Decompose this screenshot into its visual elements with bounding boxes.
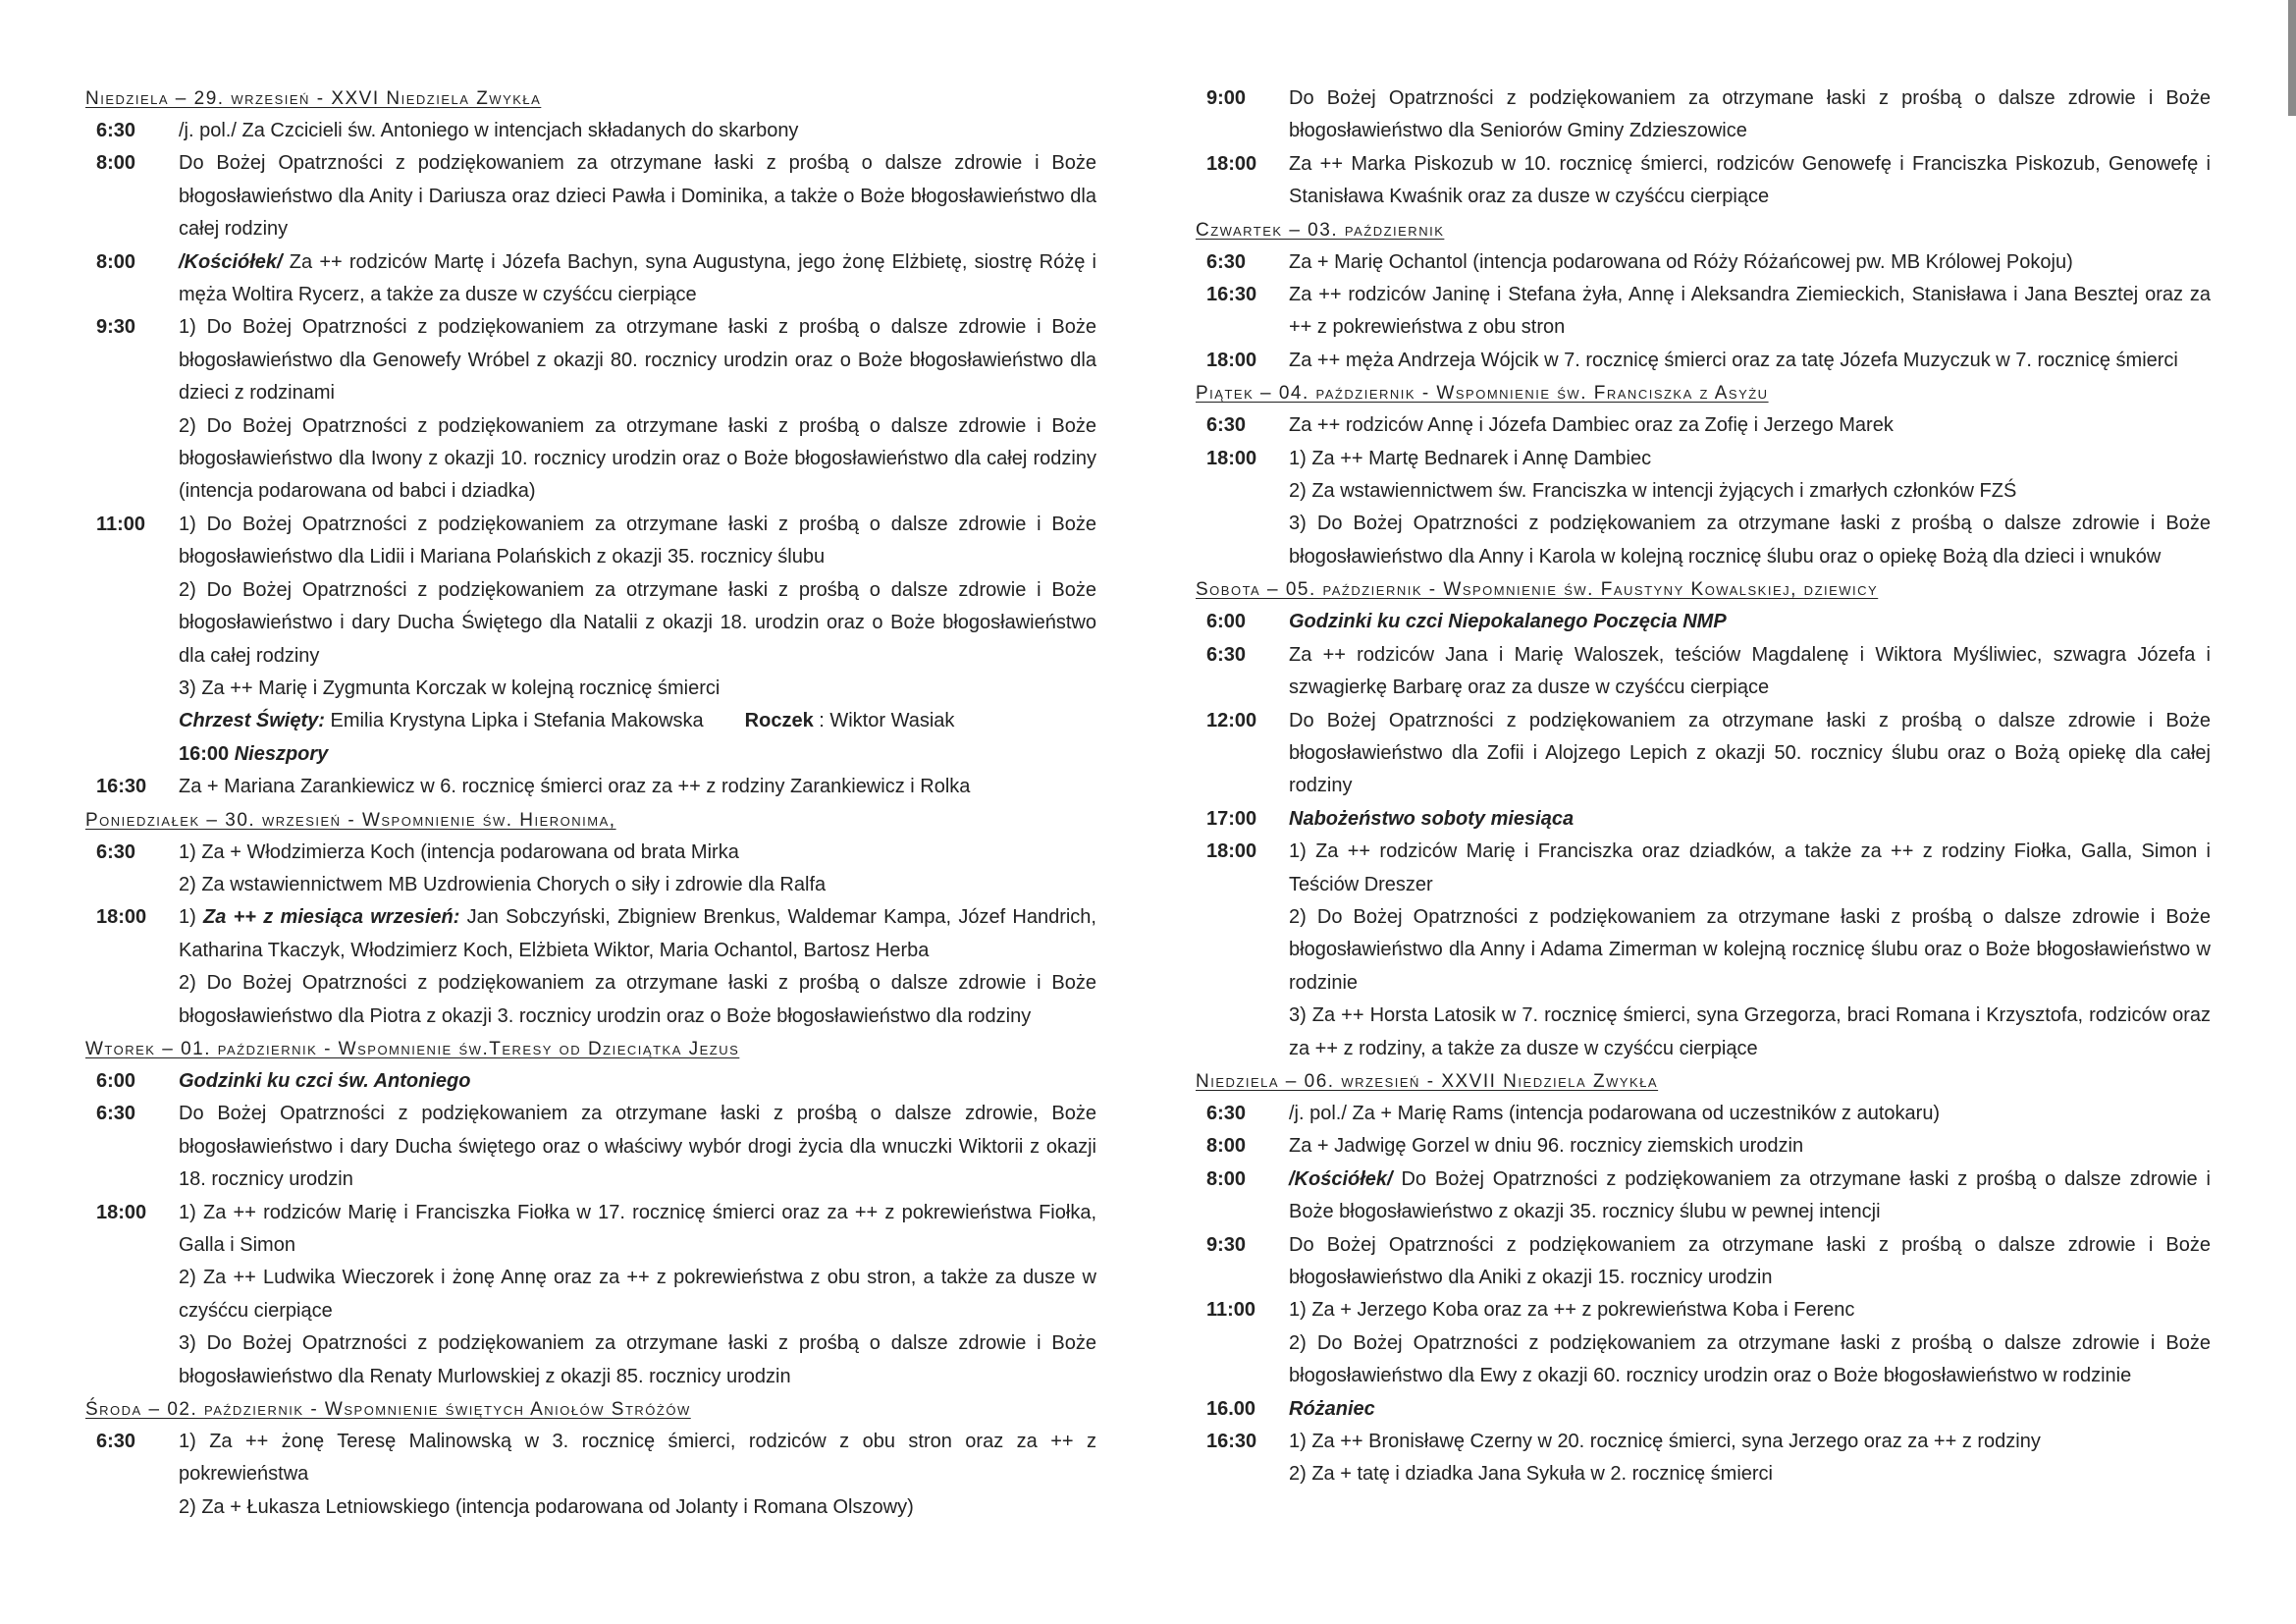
mass-entry xyxy=(85,311,1096,508)
day-header-saturday-05: Sobota – 05. październik - Wspomnienie św. Faustyny Kowalskiej, dziewicy xyxy=(1196,579,1879,601)
day-header-sunday-29: Niedziela – 29. wrzesień - XXVI Niedziela Zwykła xyxy=(85,88,542,109)
day-header-monday-30: Poniedziałek – 30. wrzesień - Wspomnienie św. Hieronima, xyxy=(85,809,616,831)
mass-entry xyxy=(1196,606,2211,638)
mass-intention: /Kościółek/ Do Bożej Opatrzności z podziękowaniem za otrzymane łaski z prośbą o dalsze zdrowie i Boże błogosławieństwo z okazji 35. rocznicy ślubu w pewnej intencji xyxy=(1289,1167,2211,1223)
mass-time: 11:00 xyxy=(1206,1299,1256,1322)
mass-entry xyxy=(1196,1130,2211,1163)
mass-entry xyxy=(1196,1164,2211,1229)
mass-time: 18:00 xyxy=(1206,447,1257,469)
mass-time: 6:30 xyxy=(96,1431,136,1453)
mass-intention: Do Bożej Opatrzności z podziękowaniem za otrzymane łaski z prośbą o dalsze zdrowie i Boże błogosławieństwo dla Zofii i Alojzego Lepich z okazji 50. rocznicy ślubu oraz o Bożą opiekę dla całej rodziny xyxy=(1289,709,2211,797)
mass-entry xyxy=(85,1426,1096,1524)
mass-entry xyxy=(1196,1098,2211,1130)
mass-entry xyxy=(85,1098,1096,1196)
mass-entry xyxy=(85,1065,1096,1098)
mass-time: 6:00 xyxy=(1206,611,1247,633)
mass-intention: Do Bożej Opatrzności z podziękowaniem za otrzymane łaski z prośbą o dalsze zdrowie i Boże błogosławieństwo dla Seniorów Gminy Zdzieszowice xyxy=(1289,87,2211,142)
mass-intention: Godzinki ku czci Niepokalanego Poczęcia NMP xyxy=(1289,611,1727,633)
day-header-friday-04: Piątek – 04. październik - Wspomnienie św. Franciszka z Asyżu xyxy=(1196,383,1769,405)
mass-time: 6:30 xyxy=(1206,1102,1247,1124)
mass-entry xyxy=(1196,82,2211,148)
mass-time: 18:00 xyxy=(1206,152,1257,175)
mass-intention: Za ++ Marka Piskozub w 10. rocznicę śmierci, rodziców Genowefę i Franciszka Piskozub, Genowefę i Stanisława Kwaśnik oraz za dusze w czyśćcu cierpiące xyxy=(1289,152,2211,208)
vespers-line: 16:00 Nieszpory xyxy=(179,742,329,765)
mass-time: 6:30 xyxy=(1206,250,1247,273)
mass-time: 9:30 xyxy=(1206,1233,1247,1256)
mass-entry xyxy=(1196,1294,2211,1392)
location-label: /Kościółek/ xyxy=(179,250,283,273)
mass-entry xyxy=(85,115,1096,147)
mass-time: 16:30 xyxy=(1206,1431,1257,1453)
mass-intention: Za ++ rodziców Annę i Józefa Dambiec oraz za Zofię i Jerzego Marek xyxy=(1289,414,1894,437)
mass-intention: Godzinki ku czci św. Antoniego xyxy=(179,1069,471,1092)
day-header-thursday-03: Czwartek – 03. październik xyxy=(1196,219,1445,241)
mass-entry xyxy=(1196,639,2211,705)
mass-time: 16.00 xyxy=(1206,1397,1256,1420)
mass-time: 18:00 xyxy=(96,906,147,929)
mass-intention: 1) Do Bożej Opatrzności z podziękowaniem za otrzymane łaski z prośbą o dalsze zdrowie i Boże błogosławieństwo dla Lidii i Mariana Polańskich z okazji 35. rocznicy ślubu 2) Do Bożej Opatrzności z podziękowaniem za otrzymane łaski z prośbą o dalsze zdrowie i Boże błogosławieństwo i dary Ducha Świętego dla Natalii z okazji 18. urodzin oraz o Boże błogosławieństwo dla całej rodziny 3) Za ++ Marię i Zygmunta Korczak w kolejną rocznicę śmierci Chrzest Święty: Emilia Krystyna Lipka i Stefania Makowska Roczek : Wiktor Wasiak 16:00 Nieszpory xyxy=(179,509,1096,771)
mass-entry xyxy=(1196,836,2211,1065)
day-header-wednesday-02: Środa – 02. październik - Wspomnienie świętych Aniołów Stróżów xyxy=(85,1399,691,1421)
mass-entry xyxy=(85,509,1096,771)
location-label: /Kościółek/ xyxy=(1289,1167,1393,1190)
mass-intention: Do Bożej Opatrzności z podziękowaniem za otrzymane łaski z prośbą o dalsze zdrowie, Boże błogosławieństwo i dary Ducha świętego oraz o właściwy wybór drogi życia dla wnuczki Wiktorii z okazji 18. rocznicy urodzin xyxy=(179,1103,1096,1191)
mass-intention: 1) Za ++ rodziców Marię i Franciszka Fiołka w 17. rocznicę śmierci oraz za ++ z pokrewieństwa Fiołka, Galla i Simon 2) Za ++ Ludwika Wieczorek i żonę Annę oraz za ++ z pokrewieństwa z obu stron, a także za dusze w czyśćcu cierpiące 3) Do Bożej Opatrzności z podziękowaniem za otrzymane łaski z prośbą o dalsze zdrowie i Boże błogosławieństwo dla Renaty Murlowskiej z okazji 85. rocznicy urodzin xyxy=(179,1201,1096,1387)
mass-intention: Różaniec xyxy=(1289,1397,1375,1420)
mass-time: 6:30 xyxy=(96,1103,136,1125)
mass-intention: 1) Za + Jerzego Koba oraz za ++ z pokrewieństwa Koba i Ferenc 2) Do Bożej Opatrzności z podziękowaniem za otrzymane łaski z prośbą o dalsze zdrowie i Boże błogosławieństwo dla Ewy z okazji 60. rocznicy urodzin oraz o Boże błogosławieństwo w rodzinie xyxy=(1289,1299,2211,1387)
mass-entry xyxy=(1196,345,2211,377)
mass-intention: Do Bożej Opatrzności z podziękowaniem za otrzymane łaski z prośbą o dalsze zdrowie i Boże błogosławieństwo dla Aniki z okazji 15. rocznicy urodzin xyxy=(1289,1233,2211,1288)
mass-entry xyxy=(85,771,1096,803)
mass-entry xyxy=(85,901,1096,1033)
day-header-tuesday-01: Wtorek – 01. październik - Wspomnienie św.Teresy od Dzieciątka Jezus xyxy=(85,1038,740,1059)
mass-time: 6:00 xyxy=(96,1069,136,1092)
mass-time: 6:30 xyxy=(1206,414,1247,437)
baptism-line: Chrzest Święty: Emilia Krystyna Lipka i Stefania Makowska Roczek : Wiktor Wasiak xyxy=(179,710,955,732)
mass-intention: Do Bożej Opatrzności z podziękowaniem za otrzymane łaski z prośbą o dalsze zdrowie i Boże błogosławieństwo dla Anity i Dariusza oraz dzieci Pawła i Dominika, a także o Boże błogosławieństwo dla całej rodziny xyxy=(179,152,1096,241)
mass-intention: /j. pol./ Za + Marię Rams (intencja podarowana od uczestników z autokaru) xyxy=(1289,1102,1941,1124)
mass-intention: Za ++ rodziców Janinę i Stefana żyła, Annę i Aleksandra Ziemieckich, Stanisława i Jana Besztej oraz za ++ z pokrewieństwa z obu stron xyxy=(1289,284,2211,339)
mass-entry xyxy=(1196,1393,2211,1426)
monthly-dead-label: Za ++ z miesiąca wrzesień: xyxy=(203,906,460,929)
mass-entry xyxy=(1196,705,2211,803)
mass-intention: Za + Marię Ochantol (intencja podarowana od Róży Różańcowej pw. MB Królowej Pokoju) xyxy=(1289,250,2073,273)
mass-intention: 1) Za ++ żonę Teresę Malinowską w 3. rocznicę śmierci, rodziców z obu stron oraz za ++ z pokrewieństwa 2) Za + Łukasza Letniowskiego (intencja podarowana od Jolanty i Romana Olszowy) xyxy=(179,1431,1096,1518)
right-column xyxy=(1196,82,2211,1491)
baptism-label: Chrzest Święty: xyxy=(179,710,325,732)
mass-intention: 1) Za ++ Martę Bednarek i Annę Dambiec 2) Za wstawiennictwem św. Franciszka w intencji żyjących i zmarłych członków FZŚ 3) Do Bożej Opatrzności z podziękowaniem za otrzymane łaski z prośbą o dalsze zdrowie i Boże błogosławieństwo dla Anny i Karola w kolejną rocznicę ślubu oraz o opiekę Bożą dla dzieci i wnuków xyxy=(1289,447,2211,568)
mass-intention: 1) Za ++ z miesiąca wrzesień: Jan Sobczyński, Zbigniew Brenkus, Waldemar Kampa, Józef Handrich, Katharina Tkaczyk, Włodzimierz Koch, Elżbieta Wiktor, Maria Ochantol, Bartosz Herba 2) Do Bożej Opatrzności z podziękowaniem za otrzymane łaski z prośbą o dalsze zdrowie i Boże błogosławieństwo dla Piotra z okazji 3. rocznicy urodzin oraz o Boże błogosławieństwo dla rodziny xyxy=(179,906,1096,1027)
mass-intention: /Kościółek/ Za ++ rodziców Martę i Józefa Bachyn, syna Augustyna, jego żonę Elżbietę, siostrę Różę i męża Woltira Rycerz, a także za dusze w czyśćcu cierpiące xyxy=(179,250,1096,306)
mass-intention: Za + Mariana Zarankiewicz w 6. rocznicę śmierci oraz za ++ z rodziny Zarankiewicz i Rolka xyxy=(179,776,971,798)
mass-entry xyxy=(1196,246,2211,279)
mass-time: 8:00 xyxy=(96,152,136,175)
mass-intention: Za ++ męża Andrzeja Wójcik w 7. rocznicę śmierci oraz za tatę Józefa Muzyczuk w 7. rocznicę śmierci xyxy=(1289,349,2178,371)
mass-time: 12:00 xyxy=(1206,709,1257,731)
mass-intention: 1) Za + Włodzimierza Koch (intencja podarowana od brata Mirka 2) Za wstawiennictwem MB Uzdrowienia Chorych o siły i zdrowie dla Ralfa xyxy=(179,840,827,895)
mass-time: 8:00 xyxy=(96,250,136,273)
mass-entry xyxy=(1196,803,2211,836)
mass-entry xyxy=(1196,1426,2211,1491)
mass-time: 6:30 xyxy=(96,840,136,863)
mass-time: 18:00 xyxy=(96,1201,147,1223)
mass-time: 6:30 xyxy=(1206,643,1247,666)
mass-intention: Za + Jadwigę Gorzel w dniu 96. rocznicy ziemskich urodzin xyxy=(1289,1135,1804,1158)
mass-time: 8:00 xyxy=(1206,1135,1247,1158)
mass-entry xyxy=(1196,1229,2211,1295)
mass-intention: Za ++ rodziców Jana i Marię Waloszek, teściów Magdalenę i Wiktora Myśliwiec, szwagra Józefa i szwagierkę Barbarę oraz za dusze w czyśćcu cierpiące xyxy=(1289,643,2211,699)
day-header-sunday-06: Niedziela – 06. wrzesień - XXVII Niedziela Zwykła xyxy=(1196,1070,1659,1092)
mass-time: 17:00 xyxy=(1206,807,1257,830)
mass-time: 11:00 xyxy=(96,513,146,535)
mass-intention: 1) Do Bożej Opatrzności z podziękowaniem za otrzymane łaski z prośbą o dalsze zdrowie i Boże błogosławieństwo dla Genowefy Wróbel z okazji 80. rocznicy urodzin oraz o Boże błogosławieństwo dla dzieci z rodzinami 2) Do Bożej Opatrzności z podziękowaniem za otrzymane łaski z prośbą o dalsze zdrowie i Boże błogosławieństwo dla Iwony z okazji 10. rocznicy urodzin oraz o Boże błogosławieństwo dla całej rodziny (intencja podarowana od babci i dziadka) xyxy=(179,316,1096,503)
mass-intention: Nabożeństwo soboty miesiąca xyxy=(1289,807,1575,830)
roczek-label: Roczek xyxy=(744,710,814,732)
mass-entry xyxy=(85,147,1096,245)
mass-time: 16:30 xyxy=(96,776,147,798)
mass-time: 16:30 xyxy=(1206,284,1257,306)
mass-entry xyxy=(1196,148,2211,214)
mass-time: 9:00 xyxy=(1206,87,1247,109)
mass-time: 9:30 xyxy=(96,316,136,339)
mass-intention: 1) Za ++ rodziców Marię i Franciszka oraz dziadków, a także za ++ z rodziny Fiołka, Galla, Simon i Teściów Dreszer 2) Do Bożej Opatrzności z podziękowaniem za otrzymane łaski z prośbą o dalsze zdrowie i Boże błogosławieństwo dla Anny i Adama Zimerman w kolejną rocznicę ślubu oraz o Boże błogosławieństwo w rodzinie 3) Za ++ Horsta Latosik w 7. rocznicę śmierci, syna Grzegorza, braci Romana i Krzysztofa, rodziców oraz za ++ z rodziny, a także za dusze w czyśćcu cierpiące xyxy=(1289,840,2211,1059)
mass-time: 6:30 xyxy=(96,120,136,141)
mass-entry xyxy=(85,1197,1096,1393)
mass-entry xyxy=(85,837,1096,902)
mass-entry xyxy=(1196,279,2211,345)
mass-time: 18:00 xyxy=(1206,840,1257,863)
mass-intention: 1) Za ++ Bronisławę Czerny w 20. rocznicę śmierci, syna Jerzego oraz za ++ z rodziny 2) Za + tatę i dziadka Jana Sykuła w 2. rocznicę śmierci xyxy=(1289,1431,2041,1486)
scrollbar-thumb[interactable] xyxy=(2288,0,2296,116)
mass-intention: /j. pol./ Za Czcicieli św. Antoniego w intencjach składanych do skarbony xyxy=(179,120,799,141)
mass-time: 8:00 xyxy=(1206,1167,1247,1190)
mass-time: 18:00 xyxy=(1206,349,1257,371)
mass-entry xyxy=(85,246,1096,312)
mass-entry xyxy=(1196,443,2211,574)
left-column xyxy=(85,82,1096,1524)
mass-entry xyxy=(1196,409,2211,442)
